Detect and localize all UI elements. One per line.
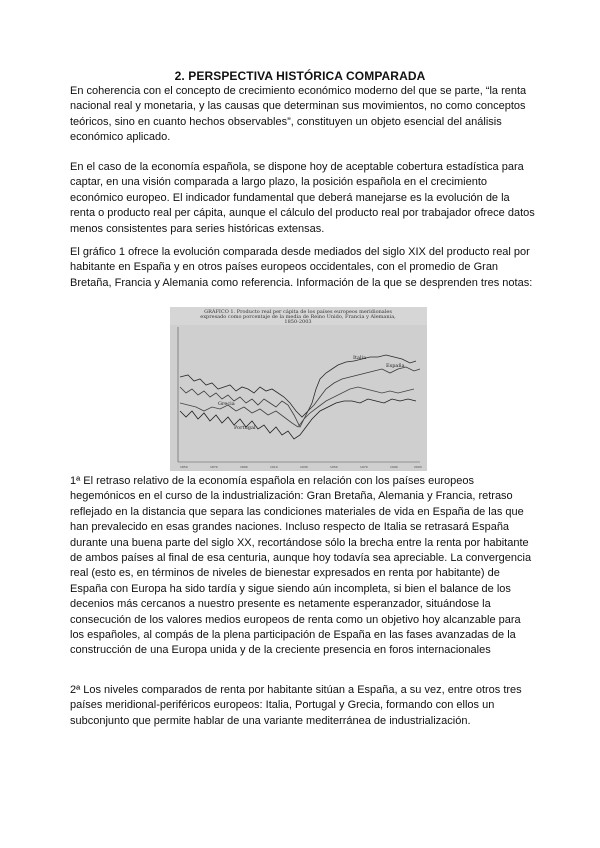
x-tick: 1970 [360, 465, 368, 469]
chart-caption-line3: 1850-2003 [284, 319, 312, 325]
x-tick: 1890 [240, 465, 248, 469]
label-grecia: Grecia [218, 401, 235, 407]
paragraph-note-1: 1ª El retraso relativo de la economía española en relación con los países europeos hegemónicos en el curso de la industrialización: Gran Bretaña, Alemania y Francia, retraso reflejado en la distancia que separa las condiciones materiales de vida en España de las que han prevalecido en esas grandes naciones. Incluso respecto de Italia se retrasará España durante una buena parte del siglo XX, recortándose sólo la brecha entre la renta por habitante de ambos países al final de esa centuria, aunque hoy todavía sea apreciable. La convergencia real (esto es, en términos de niveles de bienestar expresados en renta por habitante) de España con Europa ha sido tardía y sigue siendo aún incompleta, si bien el balance de los decenios más cercanos a nuestro presente es netamente esperanzador, situándose la consecución de los valores medios europeos de renta como un objetivo hoy alcanzable para los españoles, al compás de la plena participación de España en las fases avanzadas de la construcción de una Europa unida y de la creciente presencia en foros internacionales [70, 475, 532, 657]
x-tick: 1850 [180, 465, 188, 469]
x-tick: 1910 [270, 465, 278, 469]
x-tick: 1930 [300, 465, 308, 469]
paragraph-spanish-economy: En el caso de la economía española, se dispone hoy de aceptable cobertura estadística para captar, en una visión comparada a largo plazo, la posición española en el crecimiento económico europeo. El indicador fundamental que deberá manejarse es la evolución de la renta o producto real per cápita, aunque el cálculo del producto real por trabajador ofrece datos menos consistentes para series históricas extensas. [70, 161, 535, 235]
section-title: 2. PERSPECTIVA HISTÓRICA COMPARADA [174, 69, 426, 83]
paragraph-intro: En coherencia con el concepto de crecimiento económico moderno del que se parte, “la renta nacional real y monetaria, y las causas que determinan sus movimientos, no como conceptos teóricos, sino en cuanto hechos observables”, constituyen un objeto esencial del análisis económico aplicado. [70, 85, 527, 144]
label-espana: España [386, 363, 405, 369]
chart-caption-line1: GRÁFICO 1. Producto real per cápita de los países europeos meridionales [204, 309, 392, 315]
label-italia: Italia [353, 355, 367, 361]
x-tick: 1870 [210, 465, 218, 469]
paragraph-note-2: 2ª Los niveles comparados de renta por habitante sitúan a España, a su vez, entre otros tres países meridional-periféricos europeos: Italia, Portugal y Grecia, formando con ellos un subconjunto que permite hablar de una variante mediterránea de industrialización. [70, 684, 522, 727]
x-tick: 1990 [390, 465, 398, 469]
chart-svg [170, 307, 427, 471]
chart-figure [170, 307, 427, 471]
chart-caption-line2: expresado como porcentaje de la media de Reino Unido, Francia y Alemania, [200, 314, 396, 320]
paragraph-chart-intro: El gráfico 1 ofrece la evolución comparada desde mediados del siglo XIX del producto real por habitante en España y en otros países europeos occidentales, con el promedio de Gran Bretaña, Francia y Alemania como referencia. Información de la que se desprenden tres notas: [70, 246, 533, 289]
x-tick: 1950 [330, 465, 338, 469]
label-portugal: Portugal [234, 425, 256, 431]
x-tick: 2003 [414, 465, 422, 469]
